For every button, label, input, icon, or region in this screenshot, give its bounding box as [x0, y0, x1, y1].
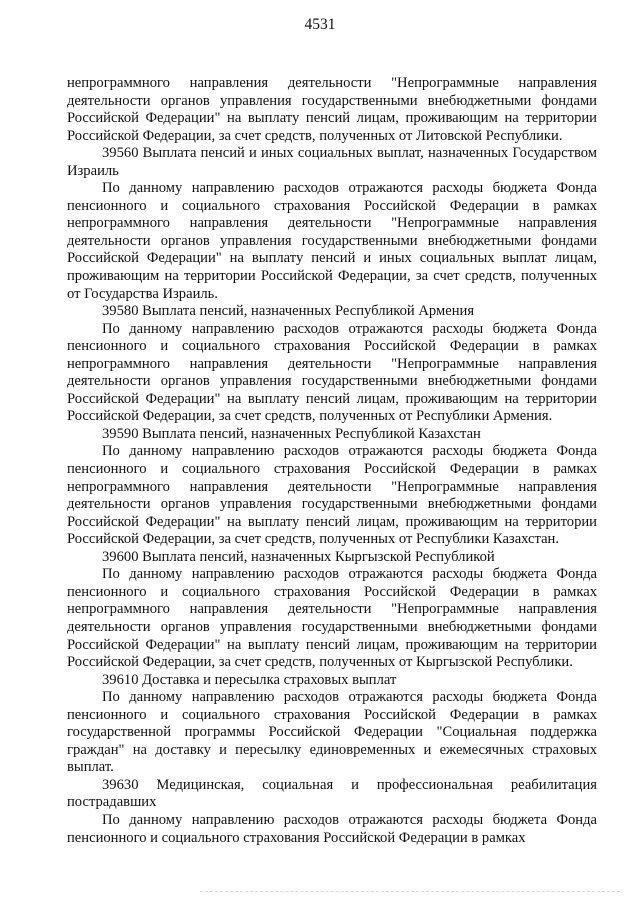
paragraph-39630-description: По данному направлению расходов отражаются расходы бюджета Фонда пенсионного и социального страхования Российской Федерации в рамках — [67, 811, 597, 846]
section-heading-39560: 39560 Выплата пенсий и иных социальных выплат, назначенных Государством Израиль — [67, 145, 597, 179]
scan-edge-divider — [200, 891, 620, 898]
paragraph-39560-description: По данному направлению расходов отражаются расходы бюджета Фонда пенсионного и социального страхования Российской Федерации в рамках непрограммного направления деятельности "Непрограммные направления деятельности органов управления государственными внебюджетными фондами Российской Федерации" на выплату пенсий и иных социальных выплат лицам, проживающим на территории Российской Федерации, за счет средств, полученных от Государства Израиль. — [67, 180, 597, 302]
section-heading-39600: 39600 Выплата пенсий, назначенных Кыргызской Республикой — [102, 548, 495, 565]
page-number: 4531 — [304, 16, 336, 33]
paragraph-39580-description: По данному направлению расходов отражаются расходы бюджета Фонда пенсионного и социального страхования Российской Федерации в рамках непрограммного направления деятельности "Непрограммные направления деятельности органов управления государственными внебюджетными фондами Российской Федерации" на выплату пенсий лицам, проживающим на территории Российской Федерации, за счет средств, полученных от Республики Армения. — [67, 320, 597, 425]
paragraph-39600-description: По данному направлению расходов отражаются расходы бюджета Фонда пенсионного и социального страхования Российской Федерации в рамках непрограммного направления деятельности "Непрограммные направления деятельности органов управления государственными внебюджетными фондами Российской Федерации" на выплату пенсий лицам, проживающим на территории Российской Федерации, за счет средств, полученных от Кыргызской Республики. — [67, 566, 597, 671]
section-heading-39580: 39580 Выплата пенсий, назначенных Республикой Армения — [102, 303, 475, 320]
paragraph-39610-description: По данному направлению расходов отражаются расходы бюджета Фонда пенсионного и социального страхования Российской Федерации в рамках государственной программы Российской Федерации "Социальная поддержка граждан" на доставку и пересылку единовременных и ежемесячных страховых выплат. — [67, 689, 597, 776]
section-heading-39630: 39630 Медицинская, социальная и профессиональная реабилитация пострадавших — [67, 776, 597, 811]
section-heading-39610: 39610 Доставка и пересылка страховых выплат — [102, 671, 397, 688]
section-heading-39590: 39590 Выплата пенсий, назначенных Республикой Казахстан — [102, 425, 481, 442]
document-body — [67, 75, 597, 847]
paragraph-39590-description: По данному направлению расходов отражаются расходы бюджета Фонда пенсионного и социального страхования Российской Федерации в рамках непрограммного направления деятельности "Непрограммные направления деятельности органов управления государственными внебюджетными фондами Российской Федерации" на выплату пенсий лицам, проживающим на территории Российской Федерации, за счет средств, полученных от Республики Казахстан. — [67, 443, 597, 548]
paragraph-continuation: непрограммного направления деятельности "Непрограммные направления деятельности органов управления государственными внебюджетными фондами Российской Федерации" на выплату пенсий лицам, проживающим на территории Российской Федерации, за счет средств, полученных от Литовской Республики. — [67, 75, 597, 144]
